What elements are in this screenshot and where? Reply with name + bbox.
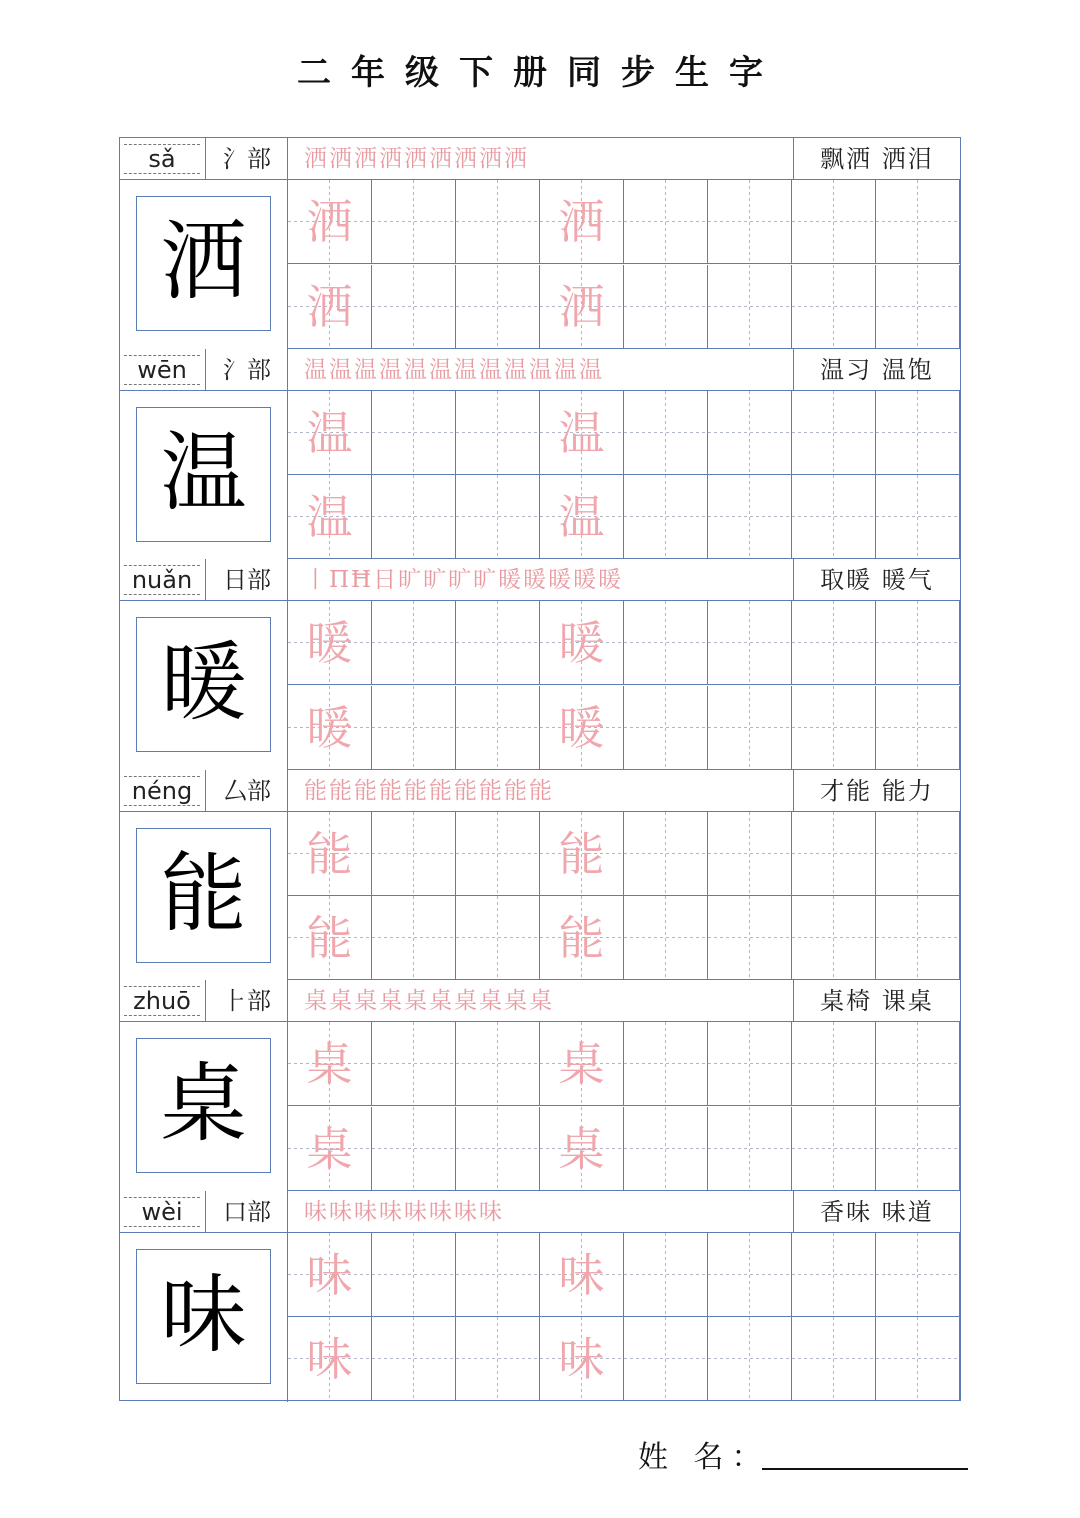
trace-character-square[interactable]: 暖 (288, 601, 372, 685)
name-label: 姓 名： (638, 1440, 770, 1475)
pinyin-label: wēn (124, 355, 200, 385)
radical-label: 氵部 (223, 355, 271, 384)
character-block (120, 349, 960, 560)
practice-square[interactable] (624, 812, 708, 896)
character-header-row (120, 138, 960, 180)
name-input-line[interactable] (762, 1468, 968, 1470)
model-character: 温 (136, 407, 271, 542)
character-block (120, 980, 960, 1191)
trace-character-square[interactable]: 温 (288, 391, 372, 475)
practice-square[interactable] (624, 265, 708, 349)
trace-character-square[interactable]: 桌 (288, 1022, 372, 1106)
practice-grid (288, 812, 960, 981)
trace-character-square[interactable]: 暖 (288, 686, 372, 770)
practice-square[interactable] (372, 1022, 456, 1106)
practice-square[interactable] (876, 391, 960, 475)
example-words: 飘洒 洒泪 (820, 145, 934, 173)
stroke-order: 丨ПĦ日旷旷旷旷暖暖暖暖暖 (304, 567, 624, 593)
practice-square[interactable] (372, 1317, 456, 1401)
model-character-cell (120, 180, 288, 349)
model-character: 能 (136, 828, 271, 963)
practice-square[interactable] (708, 896, 792, 980)
practice-square[interactable] (456, 1317, 540, 1401)
trace-character-square[interactable]: 桌 (288, 1107, 372, 1191)
page-title: 二年级下册同步生字 (297, 53, 783, 93)
model-character: 洒 (136, 196, 271, 331)
practice-square[interactable] (708, 1233, 792, 1317)
practice-grid (288, 601, 960, 770)
trace-character-square[interactable]: 能 (540, 896, 624, 980)
trace-character-square[interactable]: 温 (540, 475, 624, 559)
character-header-row (120, 559, 960, 601)
practice-square[interactable] (372, 812, 456, 896)
model-character-cell (120, 1233, 288, 1402)
practice-square[interactable] (792, 812, 876, 896)
radical-label: 日部 (223, 566, 271, 594)
practice-square[interactable] (792, 475, 876, 559)
practice-square[interactable] (792, 896, 876, 980)
worksheet-grid (119, 137, 961, 1401)
practice-square[interactable] (456, 601, 540, 685)
practice-square[interactable] (876, 1107, 960, 1191)
character-header-row (120, 349, 960, 391)
practice-square[interactable] (624, 1022, 708, 1106)
radical-label: 氵部 (223, 145, 271, 173)
trace-character-square[interactable]: 洒 (540, 180, 624, 264)
practice-square[interactable] (876, 1022, 960, 1106)
practice-grid (288, 1233, 960, 1402)
practice-square[interactable] (708, 1107, 792, 1191)
trace-character-square[interactable]: 味 (540, 1233, 624, 1317)
character-header-row (120, 980, 960, 1022)
practice-square[interactable] (792, 1317, 876, 1401)
trace-character-square[interactable]: 暖 (540, 601, 624, 685)
practice-square[interactable] (624, 475, 708, 559)
practice-square[interactable] (456, 1107, 540, 1191)
practice-square[interactable] (624, 180, 708, 264)
trace-character-square[interactable]: 能 (288, 812, 372, 896)
practice-square[interactable] (624, 391, 708, 475)
practice-square[interactable] (372, 391, 456, 475)
practice-square[interactable] (876, 601, 960, 685)
character-header-row (120, 1191, 960, 1233)
practice-square[interactable] (456, 391, 540, 475)
stroke-order: 味味味味味味味味 (304, 1198, 504, 1225)
trace-character-square[interactable]: 能 (540, 812, 624, 896)
trace-character-square[interactable]: 桌 (540, 1022, 624, 1106)
pinyin-label: wèi (124, 1197, 200, 1227)
practice-grid (288, 180, 960, 349)
pinyin-label: sǎ (124, 144, 200, 174)
practice-square[interactable] (708, 686, 792, 770)
practice-square[interactable] (708, 1317, 792, 1401)
trace-character-square[interactable]: 洒 (288, 265, 372, 349)
stroke-order: 洒洒洒洒洒洒洒洒洒 (304, 146, 529, 172)
trace-character-square[interactable]: 温 (540, 391, 624, 475)
character-block (120, 559, 960, 770)
practice-square[interactable] (876, 812, 960, 896)
practice-square[interactable] (456, 265, 540, 349)
practice-square[interactable] (708, 1022, 792, 1106)
trace-character-square[interactable]: 温 (288, 475, 372, 559)
radical-label: 厶部 (223, 776, 271, 805)
practice-square[interactable] (624, 686, 708, 770)
stroke-order: 温温温温温温温温温温温温 (304, 356, 604, 383)
practice-square[interactable] (372, 601, 456, 685)
practice-square[interactable] (708, 812, 792, 896)
model-character-cell (120, 1022, 288, 1191)
practice-square[interactable] (624, 896, 708, 980)
character-block (120, 1191, 960, 1402)
radical-label: 口部 (223, 1197, 271, 1226)
example-words: 取暖 暖气 (820, 566, 934, 594)
model-character: 味 (136, 1249, 271, 1384)
practice-square[interactable] (624, 1107, 708, 1191)
pinyin-label: nuǎn (124, 565, 200, 595)
trace-character-square[interactable]: 暖 (540, 686, 624, 770)
practice-square[interactable] (372, 686, 456, 770)
practice-square[interactable] (456, 1233, 540, 1317)
pinyin-label: zhuō (124, 986, 200, 1016)
practice-square[interactable] (372, 1233, 456, 1317)
practice-square[interactable] (876, 686, 960, 770)
practice-square[interactable] (456, 180, 540, 264)
stroke-order: 能能能能能能能能能能 (304, 777, 554, 804)
practice-square[interactable] (372, 265, 456, 349)
practice-square[interactable] (456, 1022, 540, 1106)
trace-character-square[interactable]: 洒 (288, 180, 372, 264)
practice-square[interactable] (456, 896, 540, 980)
practice-square[interactable] (876, 265, 960, 349)
practice-square[interactable] (624, 1233, 708, 1317)
practice-square[interactable] (792, 1107, 876, 1191)
practice-grid (288, 1022, 960, 1191)
stroke-order: 桌桌桌桌桌桌桌桌桌桌 (304, 988, 554, 1014)
practice-square[interactable] (876, 180, 960, 264)
practice-square[interactable] (876, 1233, 960, 1317)
practice-square[interactable] (876, 475, 960, 559)
trace-character-square[interactable]: 洒 (540, 265, 624, 349)
trace-character-square[interactable]: 味 (288, 1317, 372, 1401)
trace-character-square[interactable]: 能 (288, 896, 372, 980)
practice-square[interactable] (456, 686, 540, 770)
trace-character-square[interactable]: 桌 (540, 1107, 624, 1191)
practice-grid (288, 391, 960, 560)
practice-square[interactable] (708, 180, 792, 264)
model-character: 暖 (136, 617, 271, 752)
example-words: 温习 温饱 (820, 355, 934, 384)
model-character-cell (120, 812, 288, 981)
character-header-row (120, 770, 960, 812)
model-character: 桌 (136, 1038, 271, 1173)
practice-square[interactable] (792, 265, 876, 349)
practice-square[interactable] (624, 601, 708, 685)
practice-square[interactable] (372, 180, 456, 264)
practice-square[interactable] (372, 475, 456, 559)
trace-character-square[interactable]: 味 (540, 1317, 624, 1401)
practice-square[interactable] (708, 475, 792, 559)
trace-character-square[interactable]: 味 (288, 1233, 372, 1317)
practice-square[interactable] (708, 601, 792, 685)
model-character-cell (120, 391, 288, 560)
practice-square[interactable] (792, 686, 876, 770)
radical-label: ⺊部 (223, 987, 271, 1015)
practice-square[interactable] (792, 601, 876, 685)
practice-square[interactable] (624, 1317, 708, 1401)
pinyin-label: néng (124, 776, 200, 806)
practice-square[interactable] (876, 896, 960, 980)
practice-square[interactable] (708, 391, 792, 475)
practice-square[interactable] (372, 1107, 456, 1191)
practice-square[interactable] (456, 475, 540, 559)
practice-square[interactable] (372, 896, 456, 980)
character-block (120, 138, 960, 349)
practice-square[interactable] (708, 265, 792, 349)
practice-square[interactable] (876, 1317, 960, 1401)
example-words: 桌椅 课桌 (820, 987, 934, 1015)
character-block (120, 770, 960, 981)
example-words: 香味 味道 (820, 1197, 934, 1226)
practice-square[interactable] (792, 1233, 876, 1317)
practice-square[interactable] (792, 391, 876, 475)
practice-square[interactable] (792, 180, 876, 264)
model-character-cell (120, 601, 288, 770)
practice-square[interactable] (792, 1022, 876, 1106)
example-words: 才能 能力 (820, 776, 934, 805)
practice-square[interactable] (456, 812, 540, 896)
